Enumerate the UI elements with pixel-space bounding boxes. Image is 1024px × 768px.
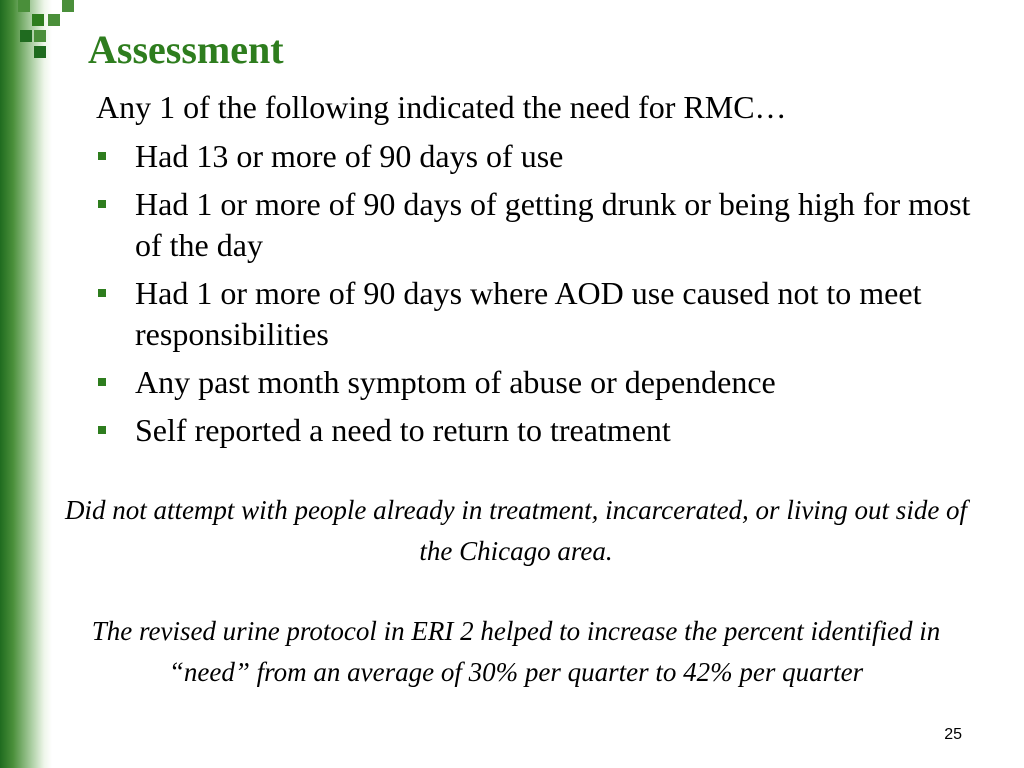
slide-title: Assessment <box>88 27 284 72</box>
list-item-text: Had 1 or more of 90 days of getting drunk or being high for most of the day <box>135 186 971 263</box>
intro-text: Any 1 of the following indicated the need for RMC… <box>96 89 787 125</box>
note-exclusions: Did not attempt with people already in treatment, incarcerated, or living out side of the Chicago area. <box>64 495 968 566</box>
square-bullet-icon <box>98 200 106 208</box>
criteria-list <box>96 136 976 458</box>
list-item-text: Had 13 or more of 90 days of use <box>135 138 564 174</box>
list-item <box>96 184 976 266</box>
square-bullet-icon <box>98 289 106 297</box>
note-urine-protocol: The revised urine protocol in ERI 2 helped to increase the percent identified in “need” from an average of 30% per quarter to 42% per quarter <box>91 616 941 687</box>
square-bullet-icon <box>98 426 106 434</box>
list-item <box>96 136 976 177</box>
list-item-text: Had 1 or more of 90 days where AOD use caused not to meet responsibilities <box>135 275 922 352</box>
list-item <box>96 362 976 403</box>
list-item-text: Self reported a need to return to treatment <box>135 412 671 448</box>
left-gradient-bar <box>0 0 52 768</box>
checkmark-logo-icon <box>0 0 90 70</box>
page-number: 25 <box>944 726 962 743</box>
square-bullet-icon <box>98 152 106 160</box>
list-item <box>96 410 976 451</box>
list-item <box>96 273 976 355</box>
list-item-text: Any past month symptom of abuse or dependence <box>135 364 776 400</box>
square-bullet-icon <box>98 378 106 386</box>
